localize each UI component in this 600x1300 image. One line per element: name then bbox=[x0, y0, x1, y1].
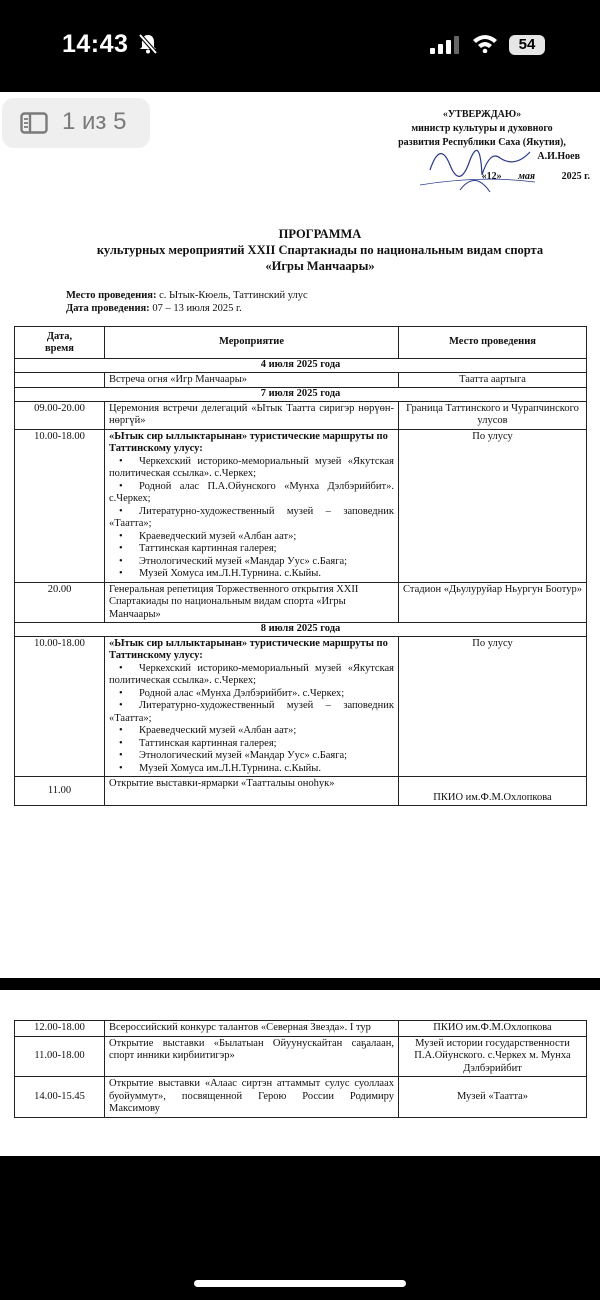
row-event: Встреча огня «Игр Манчаары» bbox=[105, 372, 399, 388]
program-subtitle-2: «Игры Манчаары» bbox=[265, 259, 375, 273]
list-item: • Черкехский историко-мемориальный музей «Якутская политическая ссылка». с.Черкех; bbox=[109, 455, 394, 479]
route-list bbox=[109, 663, 394, 776]
header-date: Дата, время bbox=[15, 327, 105, 359]
list-item: • Краеведческий музей «Албан аат»; bbox=[119, 530, 297, 542]
wifi-icon bbox=[472, 33, 498, 53]
day-label: 4 июля 2025 года bbox=[15, 359, 587, 373]
table-row bbox=[15, 372, 587, 388]
row-event: Открытие выставки «Былатыан Ойуунускайтан саҕалаан, спорт инники кирбиитигэр» bbox=[105, 1036, 399, 1077]
program-table bbox=[14, 326, 587, 806]
approval-year: 2025 г. bbox=[561, 171, 590, 182]
row-place: По улусу bbox=[399, 429, 587, 582]
approval-line-2: развития Республики Саха (Якутия), bbox=[398, 137, 566, 148]
list-item: • Родной алас П.А.Ойунского «Мунха Дэлбэрийбит». с.Черкех; bbox=[109, 480, 394, 504]
viewer-background bbox=[0, 1156, 600, 1300]
battery-indicator: 54 bbox=[509, 35, 545, 55]
venue-line bbox=[66, 289, 308, 302]
row-time: 20.00 bbox=[15, 582, 105, 623]
table-row bbox=[15, 1021, 587, 1037]
row-place: По улусу bbox=[399, 636, 587, 777]
list-item: • Родной алас «Мунха Дэлбэрийбит». с.Черкех; bbox=[119, 687, 345, 699]
list-item: • Этнологический музей «Мандар Уус» с.Баяга; bbox=[119, 750, 348, 761]
day-label: 8 июля 2025 года bbox=[15, 623, 587, 637]
row-time: 10.00-18.00 bbox=[15, 429, 105, 582]
dates-line bbox=[66, 302, 242, 315]
event-title: «Ытык сир ыллыктарынан» туристические маршруты по Таттинскому улусу: bbox=[109, 637, 388, 661]
dates-label: Дата проведения: bbox=[66, 303, 150, 314]
approval-month: мая bbox=[518, 171, 536, 182]
bell-muted-icon bbox=[138, 33, 158, 55]
row-time bbox=[15, 372, 105, 388]
day-row bbox=[15, 623, 587, 637]
table-row bbox=[15, 1036, 587, 1077]
row-place: Музей «Таатта» bbox=[399, 1077, 587, 1118]
dates-value: 07 – 13 июля 2025 г. bbox=[149, 303, 242, 314]
sidebar-icon bbox=[20, 112, 48, 134]
program-table-continued bbox=[14, 1020, 587, 1118]
row-time: 12.00-18.00 bbox=[15, 1021, 105, 1037]
signature-image bbox=[420, 130, 540, 200]
row-time: 10.00-18.00 bbox=[15, 636, 105, 777]
row-place: ПКИО им.Ф.М.Охлопкова bbox=[399, 777, 587, 806]
list-item: • Литературно-художественный музей – заповедник «Таатта»; bbox=[109, 505, 394, 529]
venue-value: с. Ытык-Кюель, Таттинский улус bbox=[156, 290, 308, 301]
row-event: Открытие выставки-ярмарки «Таатталыы оноһук» bbox=[105, 777, 399, 806]
table-row bbox=[15, 777, 587, 806]
day-row bbox=[15, 388, 587, 402]
approval-day: «12» bbox=[481, 171, 502, 182]
page-indicator[interactable] bbox=[2, 98, 150, 148]
program-subtitle: культурных мероприятий XXII Спартакиады по национальным видам спорта bbox=[96, 243, 544, 257]
approval-line-1: министр культуры и духовного bbox=[411, 123, 553, 134]
list-item: • Этнологический музей «Мандар Уус» с.Баяга; bbox=[119, 555, 348, 567]
list-item: • Таттинская картинная галерея; bbox=[119, 543, 277, 554]
row-time: 09.00-20.00 bbox=[15, 401, 105, 429]
row-place: Музей истории государственности П.А.Ойунского. с.Черкех м. Мунха Дэлбэрийбит bbox=[399, 1036, 587, 1077]
list-item: • Музей Хомуса им.Л.Н.Турнина. с.Кыйы. bbox=[119, 568, 321, 579]
venue-label: Место проведения: bbox=[66, 290, 157, 301]
row-time: 11.00 bbox=[15, 777, 105, 806]
table-row bbox=[15, 636, 587, 777]
row-event bbox=[105, 429, 399, 582]
table-row bbox=[15, 429, 587, 582]
list-item: • Музей Хомуса им.Л.Н.Турнина. с.Кыйы. bbox=[119, 762, 321, 774]
row-place: Стадион «Дьулуруйар Ньургун Боотур» bbox=[399, 582, 587, 623]
program-title: ПРОГРАММА bbox=[278, 227, 362, 241]
list-item: • Таттинская картинная галерея; bbox=[119, 737, 277, 749]
list-item: • Литературно-художественный музей – заповедник «Таатта»; bbox=[109, 700, 394, 724]
status-time: 14:43 bbox=[62, 30, 129, 58]
row-place: Таатта аартыга bbox=[399, 372, 587, 388]
table-row bbox=[15, 1077, 587, 1118]
header-place: Место проведения bbox=[399, 327, 587, 359]
header-event: Мероприятие bbox=[105, 327, 399, 359]
row-event: Церемония встречи делегаций «Ытык Таатта сиригэр нөрүөн-нөргүй» bbox=[105, 401, 399, 429]
home-indicator[interactable] bbox=[194, 1280, 406, 1287]
row-event: Открытие выставки «Алаас сиртэн аттаммыт сулус суоллаах буойуммут», посвященной Герою России Родимиру Максимову bbox=[105, 1077, 399, 1118]
page-indicator-text: 1 из 5 bbox=[62, 108, 127, 135]
route-list bbox=[109, 456, 394, 581]
event-title: «Ытык сир ыллыктарынан» туристические маршруты по Таттинскому улусу: bbox=[109, 430, 388, 454]
row-event bbox=[105, 636, 399, 777]
row-place: ПКИО им.Ф.М.Охлопкова bbox=[399, 1021, 587, 1037]
table-header bbox=[15, 327, 587, 359]
row-time: 14.00-15.45 bbox=[15, 1077, 105, 1118]
signal-icon bbox=[430, 36, 460, 54]
row-time: 11.00-18.00 bbox=[15, 1036, 105, 1077]
list-item: • Краеведческий музей «Албан аат»; bbox=[119, 725, 297, 736]
table-row bbox=[15, 582, 587, 623]
table-row bbox=[15, 401, 587, 429]
day-label: 7 июля 2025 года bbox=[15, 388, 587, 402]
row-event: Генеральная репетиция Торжественного открытия XXII Спартакиады по национальным видам спорта «Игры Манчаары» bbox=[105, 582, 399, 623]
approval-heading: «УТВЕРЖДАЮ» bbox=[442, 109, 522, 120]
row-event: Всероссийский конкурс талантов «Северная Звезда». I тур bbox=[105, 1021, 399, 1037]
list-item: • Черкехский историко-мемориальный музей «Якутская политическая ссылка». с.Черкех; bbox=[109, 662, 394, 686]
status-bar bbox=[0, 0, 600, 90]
day-row bbox=[15, 359, 587, 373]
row-place: Граница Таттинского и Чурапчинского улусов bbox=[399, 401, 587, 429]
approval-name: А.И.Ноев bbox=[537, 151, 580, 162]
